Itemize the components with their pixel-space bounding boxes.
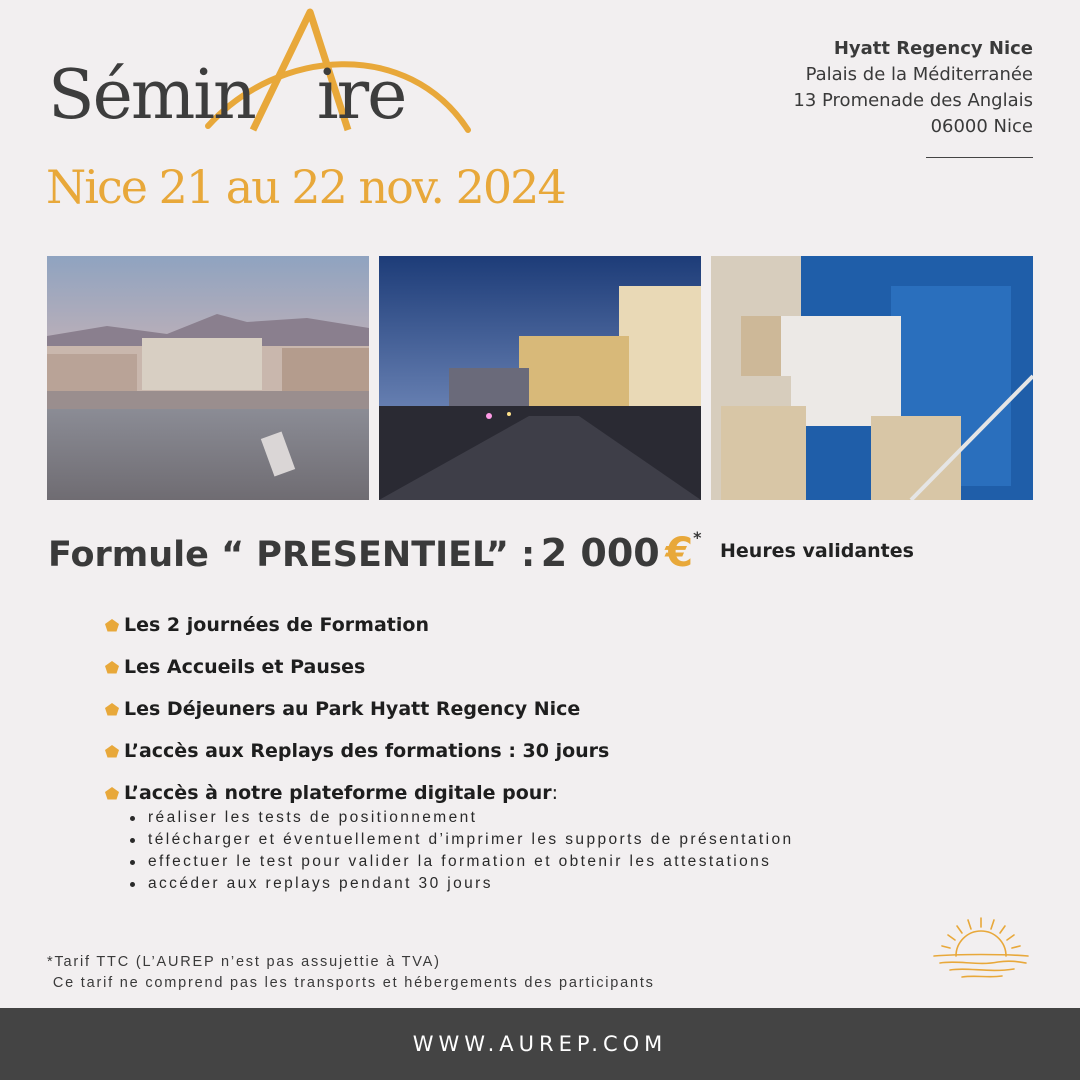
footer-bar xyxy=(0,1008,1080,1080)
formule-heading xyxy=(48,530,702,576)
inclusion-text: Les Accueils et Pauses xyxy=(124,656,366,678)
platform-item xyxy=(130,873,794,895)
currency-symbol: € xyxy=(665,530,694,576)
pentagon-icon xyxy=(104,702,120,716)
footnotes xyxy=(47,952,655,994)
platform-item-text: télécharger et éventuellement d’imprimer les supports de présentation xyxy=(148,831,794,848)
website-link[interactable]: WWW.AUREP.COM xyxy=(412,1032,668,1056)
pentagon-icon xyxy=(104,744,120,758)
logo-text-end: ire xyxy=(316,56,406,135)
inclusions-list xyxy=(104,604,609,814)
inclusion-item xyxy=(104,688,609,730)
inclusion-text: Les 2 journées de Formation xyxy=(124,614,429,636)
formule-label: Formule “ PRESENTIEL” : xyxy=(48,535,536,575)
platform-item-text: effectuer le test pour valider la formation et obtenir les attestations xyxy=(148,853,772,870)
venue-line-3: 06000 Nice xyxy=(930,116,1033,137)
platform-items-list xyxy=(130,807,794,895)
pentagon-icon xyxy=(104,660,120,674)
bullet-dot-icon xyxy=(130,860,135,865)
platform-item-text: réaliser les tests de positionnement xyxy=(148,809,478,826)
photo-strip xyxy=(47,256,1033,500)
venue-name: Hyatt Regency Nice xyxy=(833,38,1033,59)
venue-line-2: 13 Promenade des Anglais xyxy=(793,90,1033,111)
inclusion-item xyxy=(104,730,609,772)
venue-line-1: Palais de la Méditerranée xyxy=(805,64,1033,85)
inclusion-item xyxy=(104,646,609,688)
photo-palais-night xyxy=(379,256,701,500)
sun-icon xyxy=(928,910,1034,982)
pentagon-icon xyxy=(104,786,120,800)
bullet-dot-icon xyxy=(130,816,135,821)
logo-text-start: Sémin xyxy=(48,56,255,135)
inclusion-suffix: : xyxy=(551,782,559,804)
bullet-dot-icon xyxy=(130,838,135,843)
seminaire-logo xyxy=(48,8,488,138)
inclusion-text: L’accès à notre plateforme digitale pour xyxy=(124,782,552,804)
footnote-tax: *Tarif TTC (L’AUREP n’est pas assujettie à TVA) xyxy=(47,954,441,970)
logo-wordmark xyxy=(48,56,406,135)
venue-divider xyxy=(926,157,1033,158)
inclusion-text: L’accès aux Replays des formations : 30 jours xyxy=(124,740,610,762)
pentagon-icon xyxy=(104,618,120,632)
footnote-exclusions: Ce tarif ne comprend pas les transports et hébergements des participants xyxy=(47,975,655,991)
bullet-dot-icon xyxy=(130,882,135,887)
platform-item xyxy=(130,851,794,873)
photo-seafront xyxy=(47,256,369,500)
hours-note: Heures validantes xyxy=(720,540,914,562)
platform-item xyxy=(130,807,794,829)
platform-item-text: accéder aux replays pendant 30 jours xyxy=(148,875,493,892)
venue-address xyxy=(793,36,1033,140)
inclusion-text: Les Déjeuners au Park Hyatt Regency Nice xyxy=(124,698,581,720)
event-date: Nice 21 au 22 nov. 2024 xyxy=(46,160,565,214)
price-asterisk: * xyxy=(693,528,702,547)
inclusion-item xyxy=(104,604,609,646)
platform-item xyxy=(130,829,794,851)
photo-terrace-restaurant xyxy=(711,256,1033,500)
formule-price: 2 000 xyxy=(540,531,660,575)
